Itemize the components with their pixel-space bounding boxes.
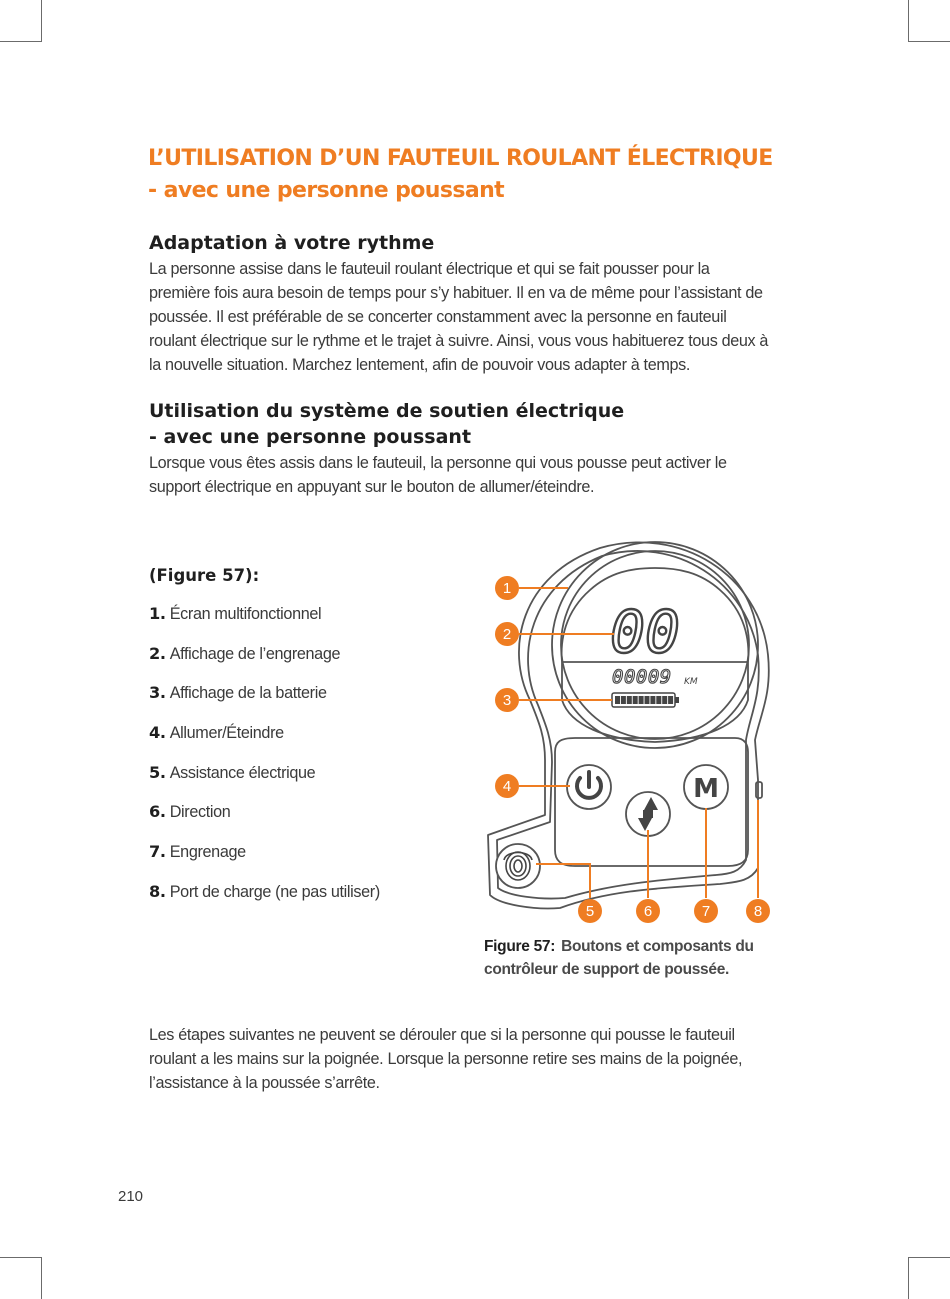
callout-3-label: 3 (502, 692, 512, 709)
battery-bar (656, 696, 661, 704)
callout-6 (636, 899, 660, 923)
legend-item (149, 763, 380, 803)
battery-bar (662, 696, 667, 704)
battery-bar (633, 696, 638, 704)
crop-mark (0, 1257, 42, 1258)
callout-4-label: 4 (502, 778, 512, 795)
battery-bar (627, 696, 632, 704)
legend-item-number: 6. (149, 802, 166, 822)
closing-paragraph: Les étapes suivantes ne peuvent se dérouler que si la personne qui pousse le fauteuil roulant a les mains sur la poignée. Lorsque la personne retire ses mains de la poignée, l’assistance à la poussée s’arrête. (149, 1026, 743, 1092)
legend-item (149, 683, 380, 723)
legend-item-text: Engrenage (169, 843, 246, 862)
battery-bar (645, 696, 650, 704)
legend-item-number: 2. (149, 643, 166, 663)
fingerprint-icon (496, 844, 540, 888)
gear-display (610, 598, 680, 666)
crop-mark (908, 41, 950, 42)
callout-2 (495, 622, 519, 646)
crop-mark (41, 0, 42, 42)
battery-bar (650, 696, 655, 704)
battery-bar (639, 696, 644, 704)
legend-item-text: Direction (169, 803, 231, 822)
legend-item-text: Affichage de la batterie (169, 684, 327, 703)
figure-caption-label: Figure 57: (484, 938, 556, 955)
legend-item-number: 8. (149, 881, 166, 901)
legend-item-number: 4. (149, 723, 166, 743)
callout-8 (746, 899, 770, 923)
callout-2-label: 2 (502, 626, 512, 643)
direction-button[interactable] (626, 792, 670, 836)
section-body-electric-support: Lorsque vous êtes assis dans le fauteuil, la personne qui vous pousse peut activer le support électrique en appuyant sur le bouton de allumer/éteindre. (149, 454, 727, 496)
callout-6-label: 6 (643, 903, 653, 920)
legend-item (149, 604, 380, 644)
crop-mark (908, 1257, 909, 1299)
callout-7-label: 7 (701, 903, 711, 920)
section-heading-line1: Utilisation du système de soutien électrique (149, 400, 625, 422)
legend-item-number: 5. (149, 762, 166, 782)
crop-mark (908, 1257, 950, 1258)
figure-legend (149, 604, 380, 922)
legend-item-text: Port de charge (ne pas utiliser) (169, 882, 380, 901)
battery-bar (668, 696, 673, 704)
page-title-line2: - avec une personne poussant (148, 178, 505, 203)
legend-item (149, 842, 380, 882)
odometer-unit: KM (684, 677, 698, 687)
legend-item (149, 802, 380, 842)
legend-item (149, 723, 380, 763)
power-button[interactable] (567, 765, 611, 809)
odometer-value: 00009 (612, 666, 672, 688)
callout-4 (495, 774, 519, 798)
section-heading-electric-support (149, 398, 624, 450)
callout-5 (578, 899, 602, 923)
figure-caption (484, 935, 784, 981)
legend-item-text: Assistance électrique (169, 763, 316, 782)
callout-8-label: 8 (753, 903, 763, 920)
battery-icon (612, 693, 679, 707)
legend-item-text: Écran multifonctionnel (169, 605, 322, 623)
legend-item-number: 1. (149, 604, 166, 623)
callout-1 (495, 576, 519, 600)
page-number: 210 (118, 1188, 144, 1205)
gear-value: 00 (610, 598, 680, 666)
legend-item (149, 644, 380, 684)
battery-bar (621, 696, 626, 704)
controller-illustration (470, 530, 790, 930)
mode-button[interactable] (684, 765, 728, 809)
callout-7 (694, 899, 718, 923)
section-heading-rhythm: Adaptation à votre rythme (149, 232, 435, 254)
mode-button-label: M (693, 774, 719, 804)
legend-item-text: Affichage de l’engrenage (169, 644, 341, 663)
callout-5-label: 5 (585, 903, 595, 920)
battery-bar (615, 696, 620, 704)
page-title-line1: L’UTILISATION D’UN FAUTEUIL ROULANT ÉLECTRIQUE (148, 146, 773, 171)
crop-mark (0, 41, 42, 42)
section-body-rhythm: La personne assise dans le fauteuil roulant électrique et qui se fait pousser pour la première fois aura besoin de temps pour s’y habituer. Il en va de même pour l’assistant de poussée. Il est préférable de se concerter constamment avec la personne en fauteuil roulant électrique sur le rythme et le trajet à suivre. Ainsi, vous vous habituerez tous deux à la nouvelle situation. Marchez lentement, afin de pouvoir vous adapter à temps. (149, 260, 769, 374)
page-title (148, 143, 848, 207)
callout-1-label: 1 (502, 580, 512, 597)
section-heading-line2: - avec une personne poussant (149, 426, 472, 448)
legend-item-number: 3. (149, 683, 166, 703)
crop-mark (41, 1257, 42, 1299)
callout-3 (495, 688, 519, 712)
crop-mark (908, 0, 909, 42)
legend-item-number: 7. (149, 842, 166, 862)
figure-label: (Figure 57): (149, 566, 260, 585)
legend-item (149, 882, 380, 922)
figure-caption-text: Boutons et composants du contrôleur de support de poussée. (484, 938, 754, 978)
charge-port (756, 782, 762, 798)
legend-item-text: Allumer/Éteindre (169, 724, 284, 743)
